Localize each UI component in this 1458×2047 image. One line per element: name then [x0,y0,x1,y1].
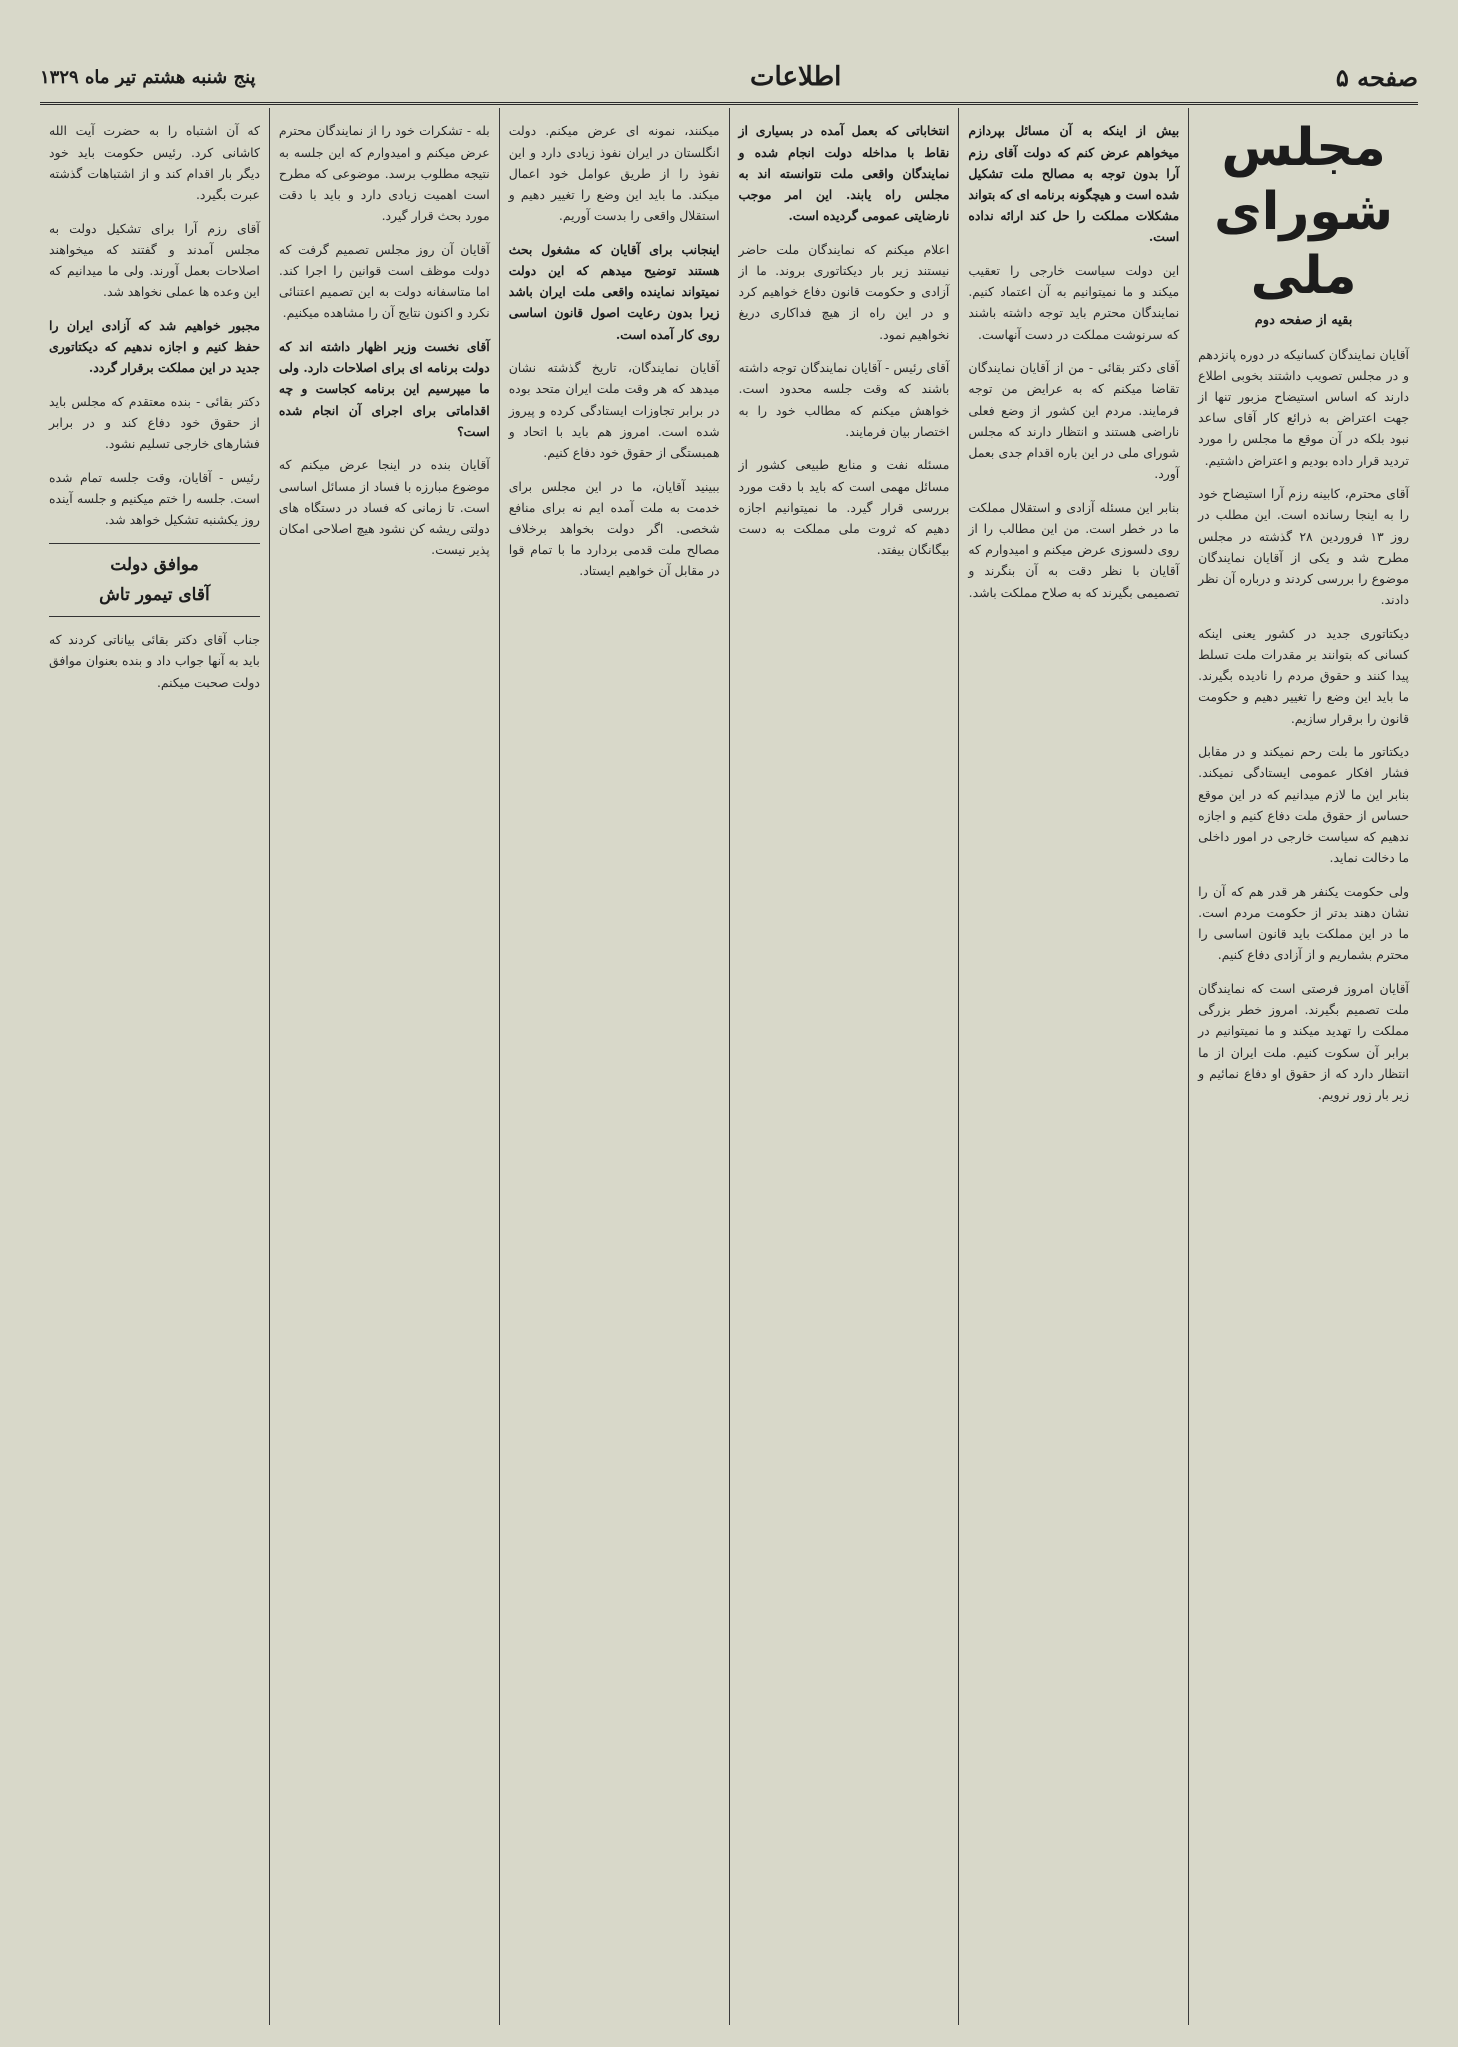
paragraph: آقایان امروز فرصتی است که نمایندگان ملت تصمیم بگیرند. امروز خطر بزرگی مملکت را تهدید میکند و ما نمیتوانیم در برابر آن سکوت کنیم. ملت ایران از ما انتظار دارد که از حقوق او دفاع نمائیم و زیر بار زور نرویم. [1198,981,1409,1103]
column-2 [958,108,1188,2025]
paragraph: آقایان نمایندگان، تاریخ گذشته نشان میدهد که هر وقت ملت ایران متحد بوده در برابر تجاوزات ایستادگی کرده و پیروز شده است. امروز هم باید با اتحاد و همبستگی از حقوق خود دفاع کنیم. [508,360,720,461]
paragraph: آقایان آن روز مجلس تصمیم گرفت که دولت موظف است قوانین را اجرا کند. اما متاسفانه دولت به این تصمیم اعتنائی نکرد و اکنون نتایج آن را مشاهده میکنیم. [278,241,490,321]
paragraph: دیکتاتوری جدید در کشور یعنی اینکه کسانی که بتوانند بر مقدرات ملت تسلط پیدا کنند و حقوق مردم را نادیده بگیرند. ما باید این وضع را تغییر دهیم و حکومت قانون را برقرار سازیم. [1198,625,1409,726]
column-4 [499,108,729,2025]
page-header [40,52,1418,105]
page-number: صفحه ۵ [1335,62,1418,92]
paragraph: آقای محترم، کابینه رزم آرا استیضاح خود را به اینجا رسانده است. این مطلب در روز ۱۳ فروردین ۲۸ گذشته در مجلس مطرح شد و یکی از آقایان نمایندگان موضوع را بررسی کردند و درباره آن نظر دادند. [1198,486,1409,608]
paragraph: آقایان نمایندگان کسانیکه در دوره پانزدهم و در مجلس تصویب داشتند بخوبی اطلاع دارند که اساس استیضاح مزبور تنها از جهت اعتراض به ذرائع کار آقای ساعد نبود بلکه در آن موقع ما مجلس را مورد تردید قرار داده بودیم و اعتراض داشتیم. [1198,346,1409,468]
column-5 [269,108,499,2025]
paragraph: آقای رزم آرا برای تشکیل دولت به مجلس آمدند و گفتند که میخواهند اصلاحات بعمل آورند. ولی ما میدانیم که این وعده ها عملی نخواهد شد. [49,220,260,300]
paragraph: جناب آقای دکتر بقائی بیاناتی کردند که باید به آنها جواب داد و بنده بعنوان موافق دولت صحبت میکنم. [49,632,260,690]
paragraph: آقای رئیس - آقایان نمایندگان توجه داشته باشند که وقت جلسه محدود است. خواهش میکنم که مطالب خود را به اختصار بیان فرمایند. [738,360,950,439]
paragraph: دیکتاتور ما بلت رحم نمیکند و در مقابل فشار افکار عمومی ایستادگی نمیکند. بنابر این ما لازم میدانیم که در این موقع حساس از حقوق ملت دفاع کنیم و اجازه ندهیم که سیاست خارجی در امور داخلی ما دخالت نماید. [1198,744,1409,866]
column-3 [729,108,959,2025]
subheading-speaker: آقای تیمور تاش [99,584,210,605]
paragraph: مجبور خواهیم شد که آزادی ایران را حفظ کنیم و اجازه ندهیم که دیکتاتوری جدید در این مملکت برقرار گردد. [49,317,260,376]
column-1 [1188,108,1418,2025]
paragraph: بنابر این مسئله آزادی و استقلال مملکت ما در خطر است. من این مطالب را از روی دلسوزی عرض میکنم و امیدوارم که آقایان با نظر دقت به آن بنگرند و تصمیمی بگیرند که به صلاح مملکت باشد. [968,499,1180,600]
paragraph: این دولت سیاست خارجی را تعقیب میکند و ما نمیتوانیم به آن اعتماد کنیم. نمایندگان محترم باید توجه داشته باشند که سرنوشت مملکت در دست آنهاست. [968,263,1180,342]
paragraph: ببینید آقایان، ما در این مجلس برای خدمت به ملت آمده ایم نه برای منافع شخصی. اگر دولت بخواهد برخلاف مصالح ملت قدمی بردارد ما با تمام قوا در مقابل آن خواهیم ایستاد. [508,478,720,579]
article-title: مجلس شورای ملی [1214,118,1394,306]
paragraph: بیش از اینکه به آن مسائل بپردازم میخواهم عرض کنم که دولت آقای رزم آرا بدون توجه به مصالح ملت تشکیل شده است و هیچگونه برنامه ای که بتواند مشکلات مملکت را حل کند ارائه نداده است. [968,123,1180,245]
paragraph: آقایان بنده در اینجا عرض میکنم که موضوع مبارزه با فساد از مسائل اساسی است. تا زمانی که فساد در دستگاه های دولتی ریشه کن نشود هیچ اصلاحی امکان پذیر نیست. [278,457,490,558]
continued-note: بقیه از صفحه دوم [1254,313,1353,328]
paragraph: بله - تشکرات خود را از نمایندگان محترم عرض میکنم و امیدوارم که این جلسه به نتیجه مطلوب برسد. موضوعی که مطرح است اهمیت زیادی دارد و باید با دقت مورد بحث قرار گیرد. [278,123,490,224]
paragraph: انتخاباتی که بعمل آمده در بسیاری از نقاط با مداخله دولت انجام شده و نمایندگان واقعی ملت نتوانسته اند به مجلس راه یابند. این امر موجب نارضایتی عمومی گردیده است. [738,123,950,224]
paragraph: اینجانب برای آقایان که مشغول بحث هستند توضیح میدهم که این دولت نمیتواند نماینده واقعی ملت ایران باشد زیرا بدون رعایت اصول قانون اساسی روی کار آمده است. [508,241,720,342]
paragraph: میکنند، نمونه ای عرض میکنم. دولت انگلستان در ایران نفوذ زیادی دارد و این نفوذ را از طریق عوامل خود اعمال میکند. ما باید این وضع را تغییر دهیم و استقلال واقعی را بدست آوریم. [508,123,720,224]
column-6 [40,108,269,2025]
paragraph: آقای دکتر بقائی - من از آقایان نمایندگان تقاضا میکنم که به عرایض من توجه فرمایند. مردم این کشور از وضع فعلی ناراضی هستند و انتظار دارند که مجلس شورای ملی در این باره اقدام جدی بعمل آورد. [968,360,1180,482]
paragraph: دکتر بقائی - بنده معتقدم که مجلس باید از حقوق خود دفاع کند و در برابر فشارهای خارجی تسلیم نشود. [49,393,260,452]
paragraph: رئیس - آقایان، وقت جلسه تمام شده است. جلسه را ختم میکنیم و جلسه آینده روز یکشنبه تشکیل خواهد شد. [49,469,260,528]
article-columns [40,108,1418,2025]
subheading: موافق دولت [110,554,199,575]
newspaper-name: اطلاعات [750,62,842,92]
paragraph: مسئله نفت و منابع طبیعی کشور از مسائل مهمی است که باید با دقت مورد بررسی قرار گیرد. ما نمیتوانیم اجازه دهیم که ثروت ملی مملکت به دست بیگانگان بیفتد. [738,457,950,558]
issue-date: پنج شنبه هشتم تیر ماه ۱۳۲۹ [40,66,256,88]
paragraph: که آن اشتباه را به حضرت آیت الله کاشانی کرد. رئیس حکومت باید خود دیگر بار اقدام کند و از اشتباهات گذشته عبرت بگیرد. [49,123,260,202]
paragraph: اعلام میکنم که نمایندگان ملت حاضر نیستند زیر بار دیکتاتوری بروند. ما از آزادی و حکومت قانون دفاع خواهیم کرد و در این راه از هیچ فداکاری دریغ نخواهیم نمود. [738,241,950,342]
subheading-box [49,543,260,617]
paragraph: ولی حکومت یکنفر هر قدر هم که آن را نشان دهند بدتر از حکومت مردم است. ما در این مملکت باید قانون اساسی را محترم بشماریم و از آزادی دفاع کنیم. [1198,883,1409,963]
paragraph: آقای نخست وزیر اظهار داشته اند که دولت برنامه ای برای اصلاحات دارد. ولی ما میپرسیم این برنامه کجاست و چه اقداماتی برای اجرای آن انجام شده است؟ [278,339,490,439]
article-title-block [1198,116,1409,331]
